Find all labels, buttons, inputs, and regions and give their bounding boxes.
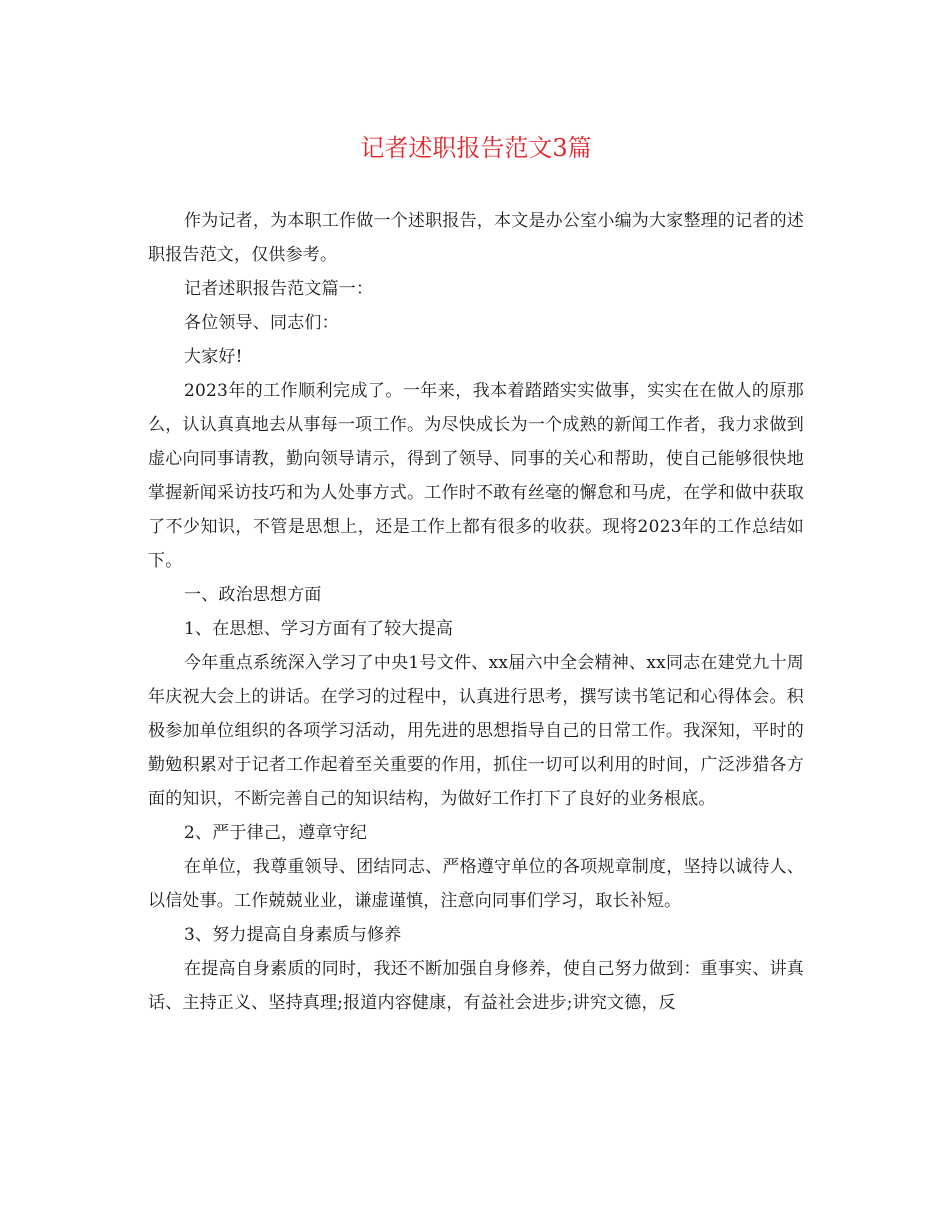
paragraph-subheading-study: 1、在思想、学习方面有了较大提高 — [184, 619, 454, 639]
paragraph-subheading-discipline: 2、严于律己，遵章守纪 — [184, 823, 368, 843]
paragraph-body: 在单位，我尊重领导、团结同志、严格遵守单位的各项规章制度，坚持以诚待人、以信处事。工作兢兢业业，谦虚谨慎，注意向同事们学习，取长补短。 — [148, 857, 804, 911]
paragraph-body: 2023年的工作顺利完成了。一年来，我本着踏踏实实做事，实实在在做人的原那么，认认真真地去从事每一项工作。为尽快成长为一个成熟的新闻工作者，我力求做到虚心向同事请教，勤向领导请示，得到了领导、同事的关心和帮助，使自己能够很快地掌握新闻采访技巧和为人处事方式。工作时不敢有丝毫的懈怠和马虎，在学和做中获取了不少知识，不管是思想上，还是工作上都有很多的收获。现将2023年的工作总结如下。 — [148, 381, 804, 571]
paragraph-body: 今年重点系统深入学习了中央1号文件、xx届六中全会精神、xx同志在建党九十周年庆祝大会上的讲话。在学习的过程中，认真进行思考，撰写读书笔记和心得体会。积极参加单位组织的各项学习活动，用先进的思想指导自己的日常工作。我深知，平时的勤勉积累对于记者工作起着至关重要的作用，抓住一切可以利用的时间，广泛涉猎各方面的知识，不断完善自己的知识结构，为做好工作打下了良好的业务根底。 — [148, 653, 804, 809]
paragraph-section-heading: 记者述职报告范文篇一： — [184, 279, 374, 299]
paragraph-intro: 作为记者，为本职工作做一个述职报告，本文是办公室小编为大家整理的记者的述职报告范文，仅供参考。 — [148, 211, 804, 265]
paragraph-heading-politics: 一、政治思想方面 — [184, 585, 322, 605]
paragraph-greeting: 大家好! — [184, 347, 243, 367]
document-title: 记者述职报告范文3篇 — [360, 134, 592, 162]
paragraph-subheading-quality: 3、努力提高自身素质与修养 — [184, 925, 402, 945]
paragraph-salutation: 各位领导、同志们： — [184, 313, 339, 333]
paragraph-body: 在提高自身素质的同时，我还不断加强自身修养，使自己努力做到：重事实、讲真话、主持正义、坚持真理;报道内容健康，有益社会进步;讲究文德，反 — [148, 959, 804, 1013]
